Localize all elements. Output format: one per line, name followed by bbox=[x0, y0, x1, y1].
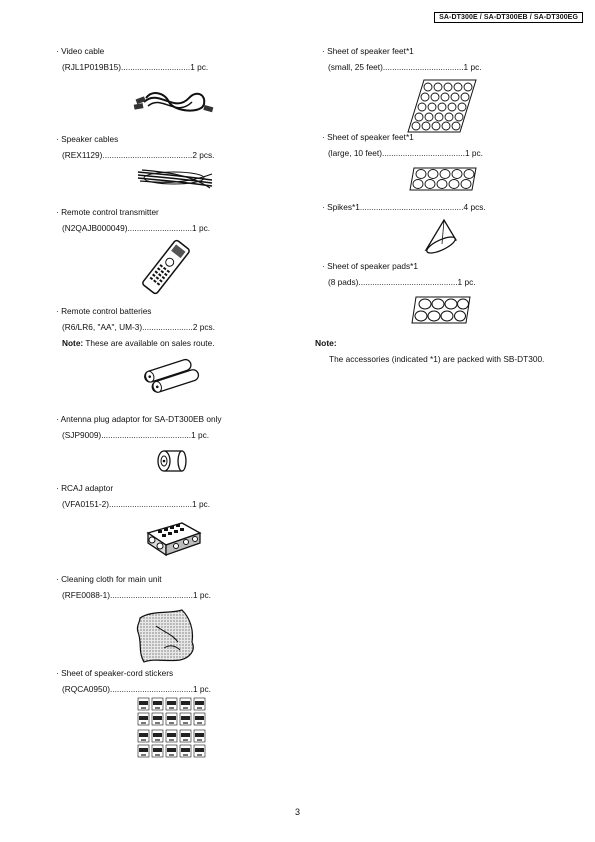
speaker-pads-sheet-icon bbox=[410, 295, 472, 325]
accessory-name: · Sheet of speaker feet*1 bbox=[322, 46, 414, 56]
accessories-note bbox=[315, 338, 544, 364]
accessory-part-number: (SJP9009).......................................1 pc. bbox=[62, 430, 210, 440]
accessory-part-number: (8 pads)...........................................1 pc. bbox=[328, 277, 476, 287]
note-heading: Note: bbox=[315, 338, 337, 348]
accessory-item-speaker-cables bbox=[56, 134, 306, 160]
accessory-name: · Spikes*1.............................................4 pcs. bbox=[322, 202, 486, 212]
battery-note-text: These are available on sales route. bbox=[83, 338, 215, 348]
accessory-item-antenna-plug-adaptor bbox=[56, 414, 306, 440]
remote-control-icon bbox=[142, 243, 190, 291]
accessory-item-cord-stickers bbox=[56, 668, 306, 694]
accessory-name: · Sheet of speaker-cord stickers bbox=[56, 668, 174, 678]
accessory-item-rcaj-adaptor bbox=[56, 483, 306, 509]
accessory-name: · RCAJ adaptor bbox=[56, 483, 114, 493]
accessory-part-number: (R6/LR6, "AA", UM-3)......................2 pcs. bbox=[62, 322, 215, 332]
accessory-item-large-feet bbox=[322, 132, 582, 158]
accessory-item-spikes bbox=[322, 202, 582, 212]
accessory-name: · Sheet of speaker pads*1 bbox=[322, 261, 418, 271]
accessory-part-number: (VFA0151-2)....................................1 pc. bbox=[62, 499, 211, 509]
note-text: The accessories (indicated *1) are packed with SB-DT300. bbox=[329, 354, 545, 364]
batteries-icon bbox=[140, 360, 206, 394]
accessory-name: · Cleaning cloth for main unit bbox=[56, 574, 162, 584]
rcaj-adaptor-icon bbox=[142, 519, 204, 559]
small-feet-sheet-icon bbox=[406, 78, 478, 134]
accessory-item-small-feet bbox=[322, 46, 582, 72]
accessory-name: · Remote control transmitter bbox=[56, 207, 159, 217]
battery-note bbox=[56, 338, 306, 348]
accessory-part-number: (large, 10 feet)....................................1 pc. bbox=[328, 148, 483, 158]
accessory-part-number: (RFE0088-1)....................................1 pc. bbox=[62, 590, 211, 600]
accessory-part-number: (RQCA0950)....................................1 pc. bbox=[62, 684, 211, 694]
accessory-item-cleaning-cloth bbox=[56, 574, 306, 600]
accessory-part-number: (RJL1P019B15)..............................1 pc. bbox=[62, 62, 209, 72]
accessory-name: · Speaker cables bbox=[56, 134, 119, 144]
cleaning-cloth-icon bbox=[134, 608, 200, 664]
accessory-name: · Video cable bbox=[56, 46, 105, 56]
large-feet-sheet-icon bbox=[408, 166, 478, 192]
accessory-item-batteries bbox=[56, 306, 306, 348]
accessory-item-remote-control bbox=[56, 207, 306, 233]
accessory-name: · Sheet of speaker feet*1 bbox=[322, 132, 414, 142]
spike-icon bbox=[422, 218, 458, 252]
accessory-part-number: (REX1129).......................................2 pcs. bbox=[62, 150, 215, 160]
battery-note-label: Note: bbox=[62, 338, 84, 348]
page-number: 3 bbox=[294, 807, 300, 817]
accessory-name: · Remote control batteries bbox=[56, 306, 152, 316]
antenna-plug-adaptor-icon bbox=[156, 448, 188, 474]
accessory-item-video-cable bbox=[56, 46, 306, 72]
model-code-header: SA-DT300E / SA-DT300EB / SA-DT300EG bbox=[434, 12, 583, 23]
accessory-item-speaker-pads bbox=[322, 261, 582, 287]
video-cable-icon bbox=[134, 84, 214, 118]
speaker-cables-icon bbox=[134, 166, 216, 190]
accessory-part-number: (small, 25 feet)...................................1 pc. bbox=[328, 62, 482, 72]
cord-stickers-icon bbox=[138, 698, 210, 760]
accessory-part-number: (N2QAJB000049)............................1 pc. bbox=[62, 223, 211, 233]
accessory-name: · Antenna plug adaptor for SA-DT300EB only bbox=[56, 414, 222, 424]
